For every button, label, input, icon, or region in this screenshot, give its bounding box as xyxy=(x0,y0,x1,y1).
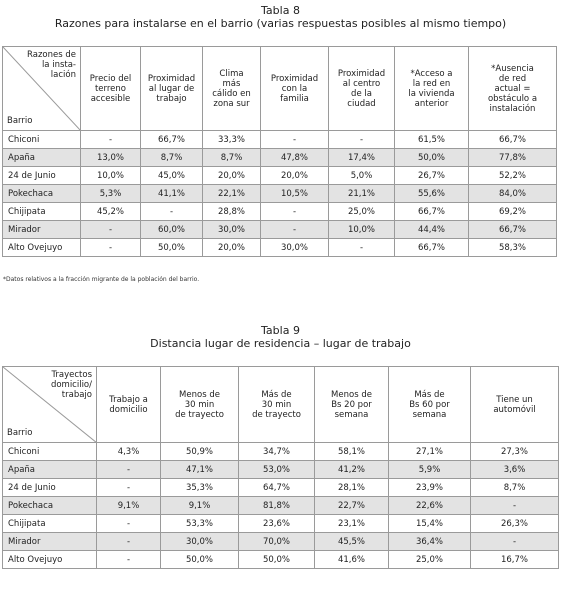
table-row xyxy=(3,479,559,497)
table-cell: 26,7% xyxy=(395,167,469,185)
table-cell: 10,0% xyxy=(329,221,395,239)
table-cell: 50,0% xyxy=(395,149,469,167)
row-label-barrio: Alto Ovejuyo xyxy=(3,551,97,569)
table-cell: 28,8% xyxy=(203,203,261,221)
table-row xyxy=(3,533,559,551)
table-cell: 50,0% xyxy=(161,551,239,569)
table-8-header: Clima más cálido en zona sur xyxy=(203,47,261,131)
table-cell: 66,7% xyxy=(469,131,557,149)
table-cell: 9,1% xyxy=(97,497,161,515)
table-cell: 23,6% xyxy=(239,515,315,533)
table-cell: 45,5% xyxy=(315,533,389,551)
table-cell: - xyxy=(97,461,161,479)
table-cell: - xyxy=(97,479,161,497)
table-cell: 33,3% xyxy=(203,131,261,149)
table-row xyxy=(3,515,559,533)
table-cell: 60,0% xyxy=(141,221,203,239)
table-cell: 66,7% xyxy=(469,221,557,239)
table-cell: - xyxy=(81,131,141,149)
row-label-barrio: Chiconi xyxy=(3,131,81,149)
table-cell: 30,0% xyxy=(161,533,239,551)
table-cell: 69,2% xyxy=(469,203,557,221)
row-label-barrio: Mirador xyxy=(3,221,81,239)
table-row xyxy=(3,167,557,185)
row-label-barrio: Mirador xyxy=(3,533,97,551)
table-cell: 70,0% xyxy=(239,533,315,551)
table-row xyxy=(3,497,559,515)
table-row xyxy=(3,239,557,257)
row-label-barrio: 24 de Junio xyxy=(3,167,81,185)
table-cell: 26,3% xyxy=(471,515,559,533)
table-cell: - xyxy=(261,221,329,239)
row-label-barrio: Chijipata xyxy=(3,203,81,221)
table-cell: 30,0% xyxy=(261,239,329,257)
table-8-corner-bottom: Barrio xyxy=(7,116,33,126)
table-cell: 61,5% xyxy=(395,131,469,149)
table-8-corner-top: Razones de la insta- lación xyxy=(27,50,76,80)
table-cell: 20,0% xyxy=(203,239,261,257)
table-cell: - xyxy=(81,221,141,239)
table-row xyxy=(3,461,559,479)
table-cell: 8,7% xyxy=(203,149,261,167)
table-8-header: Proximidad al centro de la ciudad xyxy=(329,47,395,131)
table-cell: 41,1% xyxy=(141,185,203,203)
table-cell: 22,1% xyxy=(203,185,261,203)
table-cell: 64,7% xyxy=(239,479,315,497)
table-cell: 77,8% xyxy=(469,149,557,167)
table-9-header: Menos de 30 min de trayecto xyxy=(161,367,239,443)
table-row xyxy=(3,203,557,221)
table-cell: 15,4% xyxy=(389,515,471,533)
table-cell: 25,0% xyxy=(329,203,395,221)
table-cell: 47,8% xyxy=(261,149,329,167)
table-cell: 22,7% xyxy=(315,497,389,515)
table-cell: 50,9% xyxy=(161,443,239,461)
table-cell: 10,5% xyxy=(261,185,329,203)
table-9-caption: Tabla 9 xyxy=(261,324,300,337)
table-cell: - xyxy=(81,239,141,257)
table-8-header: Proximidad al lugar de trabajo xyxy=(141,47,203,131)
table-cell: 16,7% xyxy=(471,551,559,569)
row-label-barrio: Pokechaca xyxy=(3,185,81,203)
table-cell: 10,0% xyxy=(81,167,141,185)
table-cell: 47,1% xyxy=(161,461,239,479)
table-cell: - xyxy=(329,131,395,149)
table-8-header: *Ausencia de red actual = obstáculo a instalación xyxy=(469,47,557,131)
table-9-body xyxy=(3,443,559,569)
table-row xyxy=(3,131,557,149)
table-cell: - xyxy=(261,131,329,149)
table-8-body xyxy=(3,131,557,257)
table-8-caption: Tabla 8 xyxy=(261,4,300,17)
table-cell: 44,4% xyxy=(395,221,469,239)
table-cell: 20,0% xyxy=(261,167,329,185)
table-9-corner-bottom: Barrio xyxy=(7,428,33,438)
table-8 xyxy=(2,46,557,257)
table-cell: 58,1% xyxy=(315,443,389,461)
table-9-title: Distancia lugar de residencia – lugar de trabajo xyxy=(150,337,411,350)
table-cell: - xyxy=(97,551,161,569)
table-cell: 22,6% xyxy=(389,497,471,515)
table-9-header: Menos de Bs 20 por semana xyxy=(315,367,389,443)
table-cell: 27,1% xyxy=(389,443,471,461)
table-cell: 84,0% xyxy=(469,185,557,203)
table-row xyxy=(3,443,559,461)
table-cell: 17,4% xyxy=(329,149,395,167)
table-cell: 28,1% xyxy=(315,479,389,497)
table-cell: 8,7% xyxy=(141,149,203,167)
table-cell: 53,3% xyxy=(161,515,239,533)
table-8-header: Precio del terreno accesible xyxy=(81,47,141,131)
table-cell: 4,3% xyxy=(97,443,161,461)
table-cell: 41,2% xyxy=(315,461,389,479)
table-cell: 30,0% xyxy=(203,221,261,239)
table-cell: 25,0% xyxy=(389,551,471,569)
table-cell: 5,0% xyxy=(329,167,395,185)
table-cell: 5,9% xyxy=(389,461,471,479)
table-cell: 55,6% xyxy=(395,185,469,203)
table-cell: 50,0% xyxy=(239,551,315,569)
table-cell: - xyxy=(471,533,559,551)
table-cell: 36,4% xyxy=(389,533,471,551)
table-8-header-row xyxy=(3,47,557,131)
table-cell: 23,9% xyxy=(389,479,471,497)
row-label-barrio: Chiconi xyxy=(3,443,97,461)
table-cell: 45,0% xyxy=(141,167,203,185)
table-9-header: Más de 30 min de trayecto xyxy=(239,367,315,443)
table-8-footnote: *Datos relativos a la fracción migrante de la población del barrio. xyxy=(3,276,200,283)
table-cell: 35,3% xyxy=(161,479,239,497)
table-cell: 27,3% xyxy=(471,443,559,461)
table-cell: - xyxy=(97,533,161,551)
table-9-header: Más de Bs 60 por semana xyxy=(389,367,471,443)
table-row xyxy=(3,149,557,167)
table-cell: - xyxy=(471,497,559,515)
table-9-corner-cell xyxy=(3,367,97,443)
table-cell: 66,7% xyxy=(395,203,469,221)
table-cell: 3,6% xyxy=(471,461,559,479)
table-9-header: Trabajo a domicilio xyxy=(97,367,161,443)
row-label-barrio: 24 de Junio xyxy=(3,479,97,497)
table-cell: - xyxy=(261,203,329,221)
table-cell: 58,3% xyxy=(469,239,557,257)
table-8-header: *Acceso a la red en la vivienda anterior xyxy=(395,47,469,131)
table-cell: 5,3% xyxy=(81,185,141,203)
table-row xyxy=(3,185,557,203)
row-label-barrio: Apaña xyxy=(3,461,97,479)
table-9-corner-top: Trayectos domicilio/ trabajo xyxy=(50,370,92,400)
table-9-header: Tiene un automóvil xyxy=(471,367,559,443)
table-cell: 9,1% xyxy=(161,497,239,515)
table-row xyxy=(3,551,559,569)
table-cell: - xyxy=(141,203,203,221)
table-cell: 81,8% xyxy=(239,497,315,515)
row-label-barrio: Pokechaca xyxy=(3,497,97,515)
table-cell: 13,0% xyxy=(81,149,141,167)
table-cell: 52,2% xyxy=(469,167,557,185)
table-cell: 50,0% xyxy=(141,239,203,257)
row-label-barrio: Apaña xyxy=(3,149,81,167)
table-cell: 21,1% xyxy=(329,185,395,203)
table-cell: 20,0% xyxy=(203,167,261,185)
table-cell: 34,7% xyxy=(239,443,315,461)
table-8-header: Proximidad con la familia xyxy=(261,47,329,131)
table-cell: 23,1% xyxy=(315,515,389,533)
table-cell: 8,7% xyxy=(471,479,559,497)
table-cell: 53,0% xyxy=(239,461,315,479)
table-8-title: Razones para instalarse en el barrio (varias respuestas posibles al mismo tiempo) xyxy=(54,17,507,30)
table-cell: 66,7% xyxy=(395,239,469,257)
table-cell: 66,7% xyxy=(141,131,203,149)
table-9 xyxy=(2,366,559,569)
table-cell: - xyxy=(329,239,395,257)
table-cell: 45,2% xyxy=(81,203,141,221)
table-row xyxy=(3,221,557,239)
row-label-barrio: Chijipata xyxy=(3,515,97,533)
table-cell: - xyxy=(97,515,161,533)
table-8-corner-cell xyxy=(3,47,81,131)
row-label-barrio: Alto Ovejuyo xyxy=(3,239,81,257)
table-9-header-row xyxy=(3,367,559,443)
table-cell: 41,6% xyxy=(315,551,389,569)
